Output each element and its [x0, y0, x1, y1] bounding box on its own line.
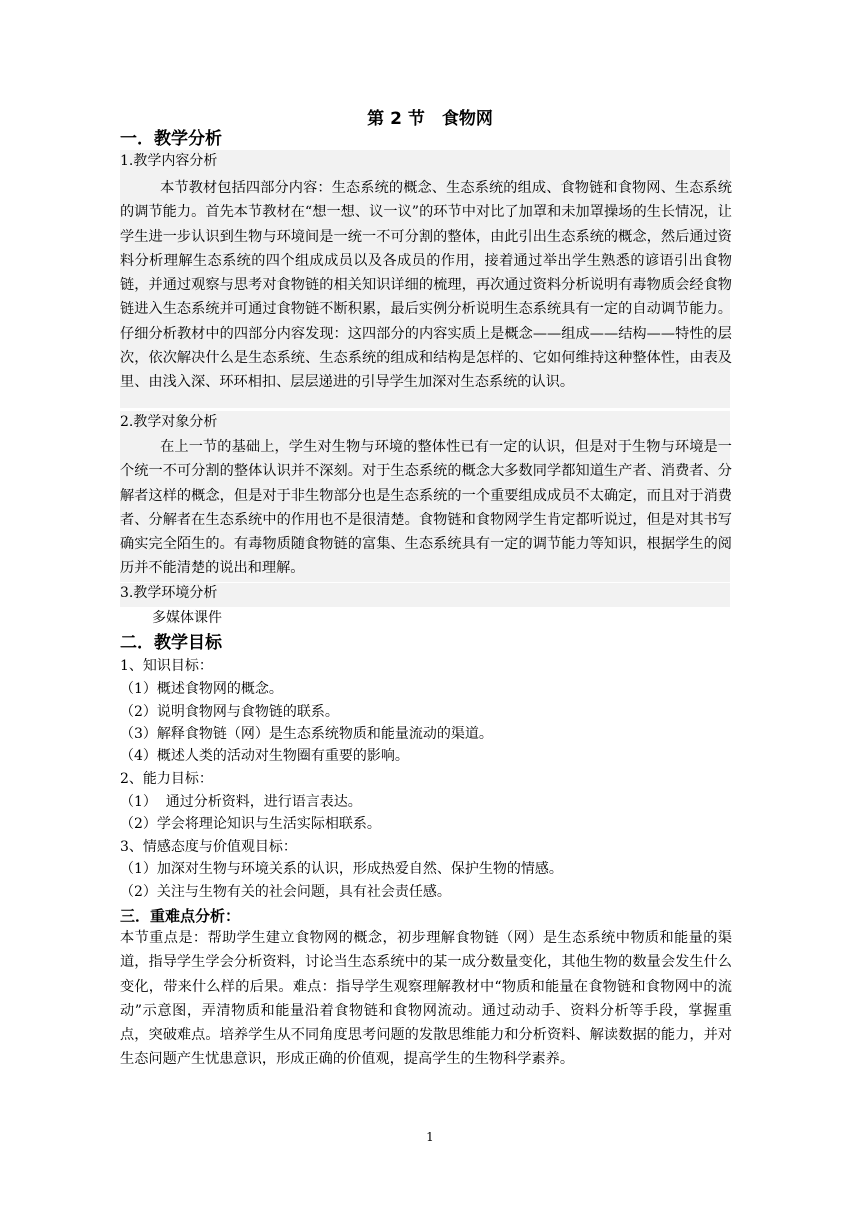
knowledge-item: （2）说明食物网与食物链的联系。	[120, 704, 339, 720]
knowledge-heading: 1、知识目标：	[120, 658, 213, 674]
sub3-text: 多媒体课件	[152, 610, 222, 626]
section3-heading: 三．重难点分析：	[120, 907, 241, 925]
section2-heading: 二．教学目标	[120, 633, 222, 653]
sub2-heading: 2.教学对象分析	[120, 414, 218, 430]
knowledge-item: （4）概述人类的活动对生物圈有重要的影响。	[120, 748, 409, 764]
emotion-item: （1）加深对生物与环境关系的认识，形成热爱自然、保护生物的情感。	[120, 861, 563, 877]
page-title: 第 2 节 食物网	[367, 109, 493, 129]
emotion-item: （2）关注与生物有关的社会问题，具有社会责任感。	[120, 884, 451, 900]
knowledge-item: （3）解释食物链（网）是生态系统物质和能量流动的渠道。	[120, 726, 493, 742]
ability-heading: 2、能力目标：	[120, 771, 213, 787]
emotion-heading: 3、情感态度与价值观目标：	[120, 839, 297, 855]
sub3-heading: 3.教学环境分析	[120, 585, 218, 601]
ability-item: （2）学会将理论知识与生活实际相联系。	[120, 816, 381, 832]
sub1-heading: 1.教学内容分析	[120, 153, 218, 169]
sub2-paragraph	[120, 435, 732, 581]
knowledge-item: （1）概述食物网的概念。	[120, 681, 283, 697]
page-number: 1	[426, 1130, 434, 1144]
section3-paragraph: 本节重点是：帮助学生建立食物网的概念，初步理解食物链（网）是生态系统中物质和能量的渠道，指导学生学会分析资料，讨论当生态系统中的某一成分数量变化，其他生物的数量会发生什么变化，带来什么样的后果。难点：指导学生观察理解教材中“物质和能量在食物链和食物网中的流动”示意图，弄清物质和能量沿着食物链和食物网流动。通过动动手、资料分析等手段，掌握重点，突破难点。培养学生从不同角度思考问题的发散思维能力和分析资料、解读数据的能力，并对生态问题产生忧患意识，形成正确的价值观，提高学生的生物科学素养。	[120, 930, 732, 1068]
ability-item: （1） 通过分析资料，进行语言表达。	[120, 794, 362, 810]
sub1-paragraph	[120, 176, 732, 395]
sub2-text: 在上一节的基础上，学生对生物与环境的整体性已有一定的认识，但是对于生物与环境是一个统一不可分割的整体认识并不深刻。对于生态系统的概念大多数同学都知道生产者、消费者、分解者这样的概念，但是对于非生物部分也是生态系统的一个重要组成成员不太确定，而且对于消费者、分解者在生态系统中的作用也不是很清楚。食物链和食物网学生肯定都听说过，但是对其书写确实完全陌生的。有毒物质随食物链的富集、生态系统具有一定的调节能力等知识，根据学生的阅历并不能清楚的说出和理解。	[120, 439, 732, 577]
section1-heading: 一．教学分析	[120, 129, 222, 149]
sub1-text: 本节教材包括四部分内容：生态系统的概念、生态系统的组成、食物链和食物网、生态系统的调节能力。首先本节教材在“想一想、议一议”的环节中对比了加罩和未加罩操场的生长情况，让学生进一步认识到生物与环境间是一统一不可分割的整体，由此引出生态系统的概念，然后通过资料分析理解生态系统的四个组成成员以及各成员的作用，接着通过举出学生熟悉的谚语引出食物链，并通过观察与思考对食物链的相关知识详细的梳理，再次通过资料分析说明有毒物质会经食物链进入生态系统并可通过食物链不断积累，最后实例分析说明生态系统具有一定的自动调节能力。仔细分析教材中的四部分内容发现：这四部分的内容实质上是概念——组成——结构——特性的层次，依次解决什么是生态系统、生态系统的组成和结构是怎样的、它如何维持这种整体性，由表及里、由浅入深、环环相扣、层层递进的引导学生加深对生态系统的认识。	[120, 180, 732, 391]
